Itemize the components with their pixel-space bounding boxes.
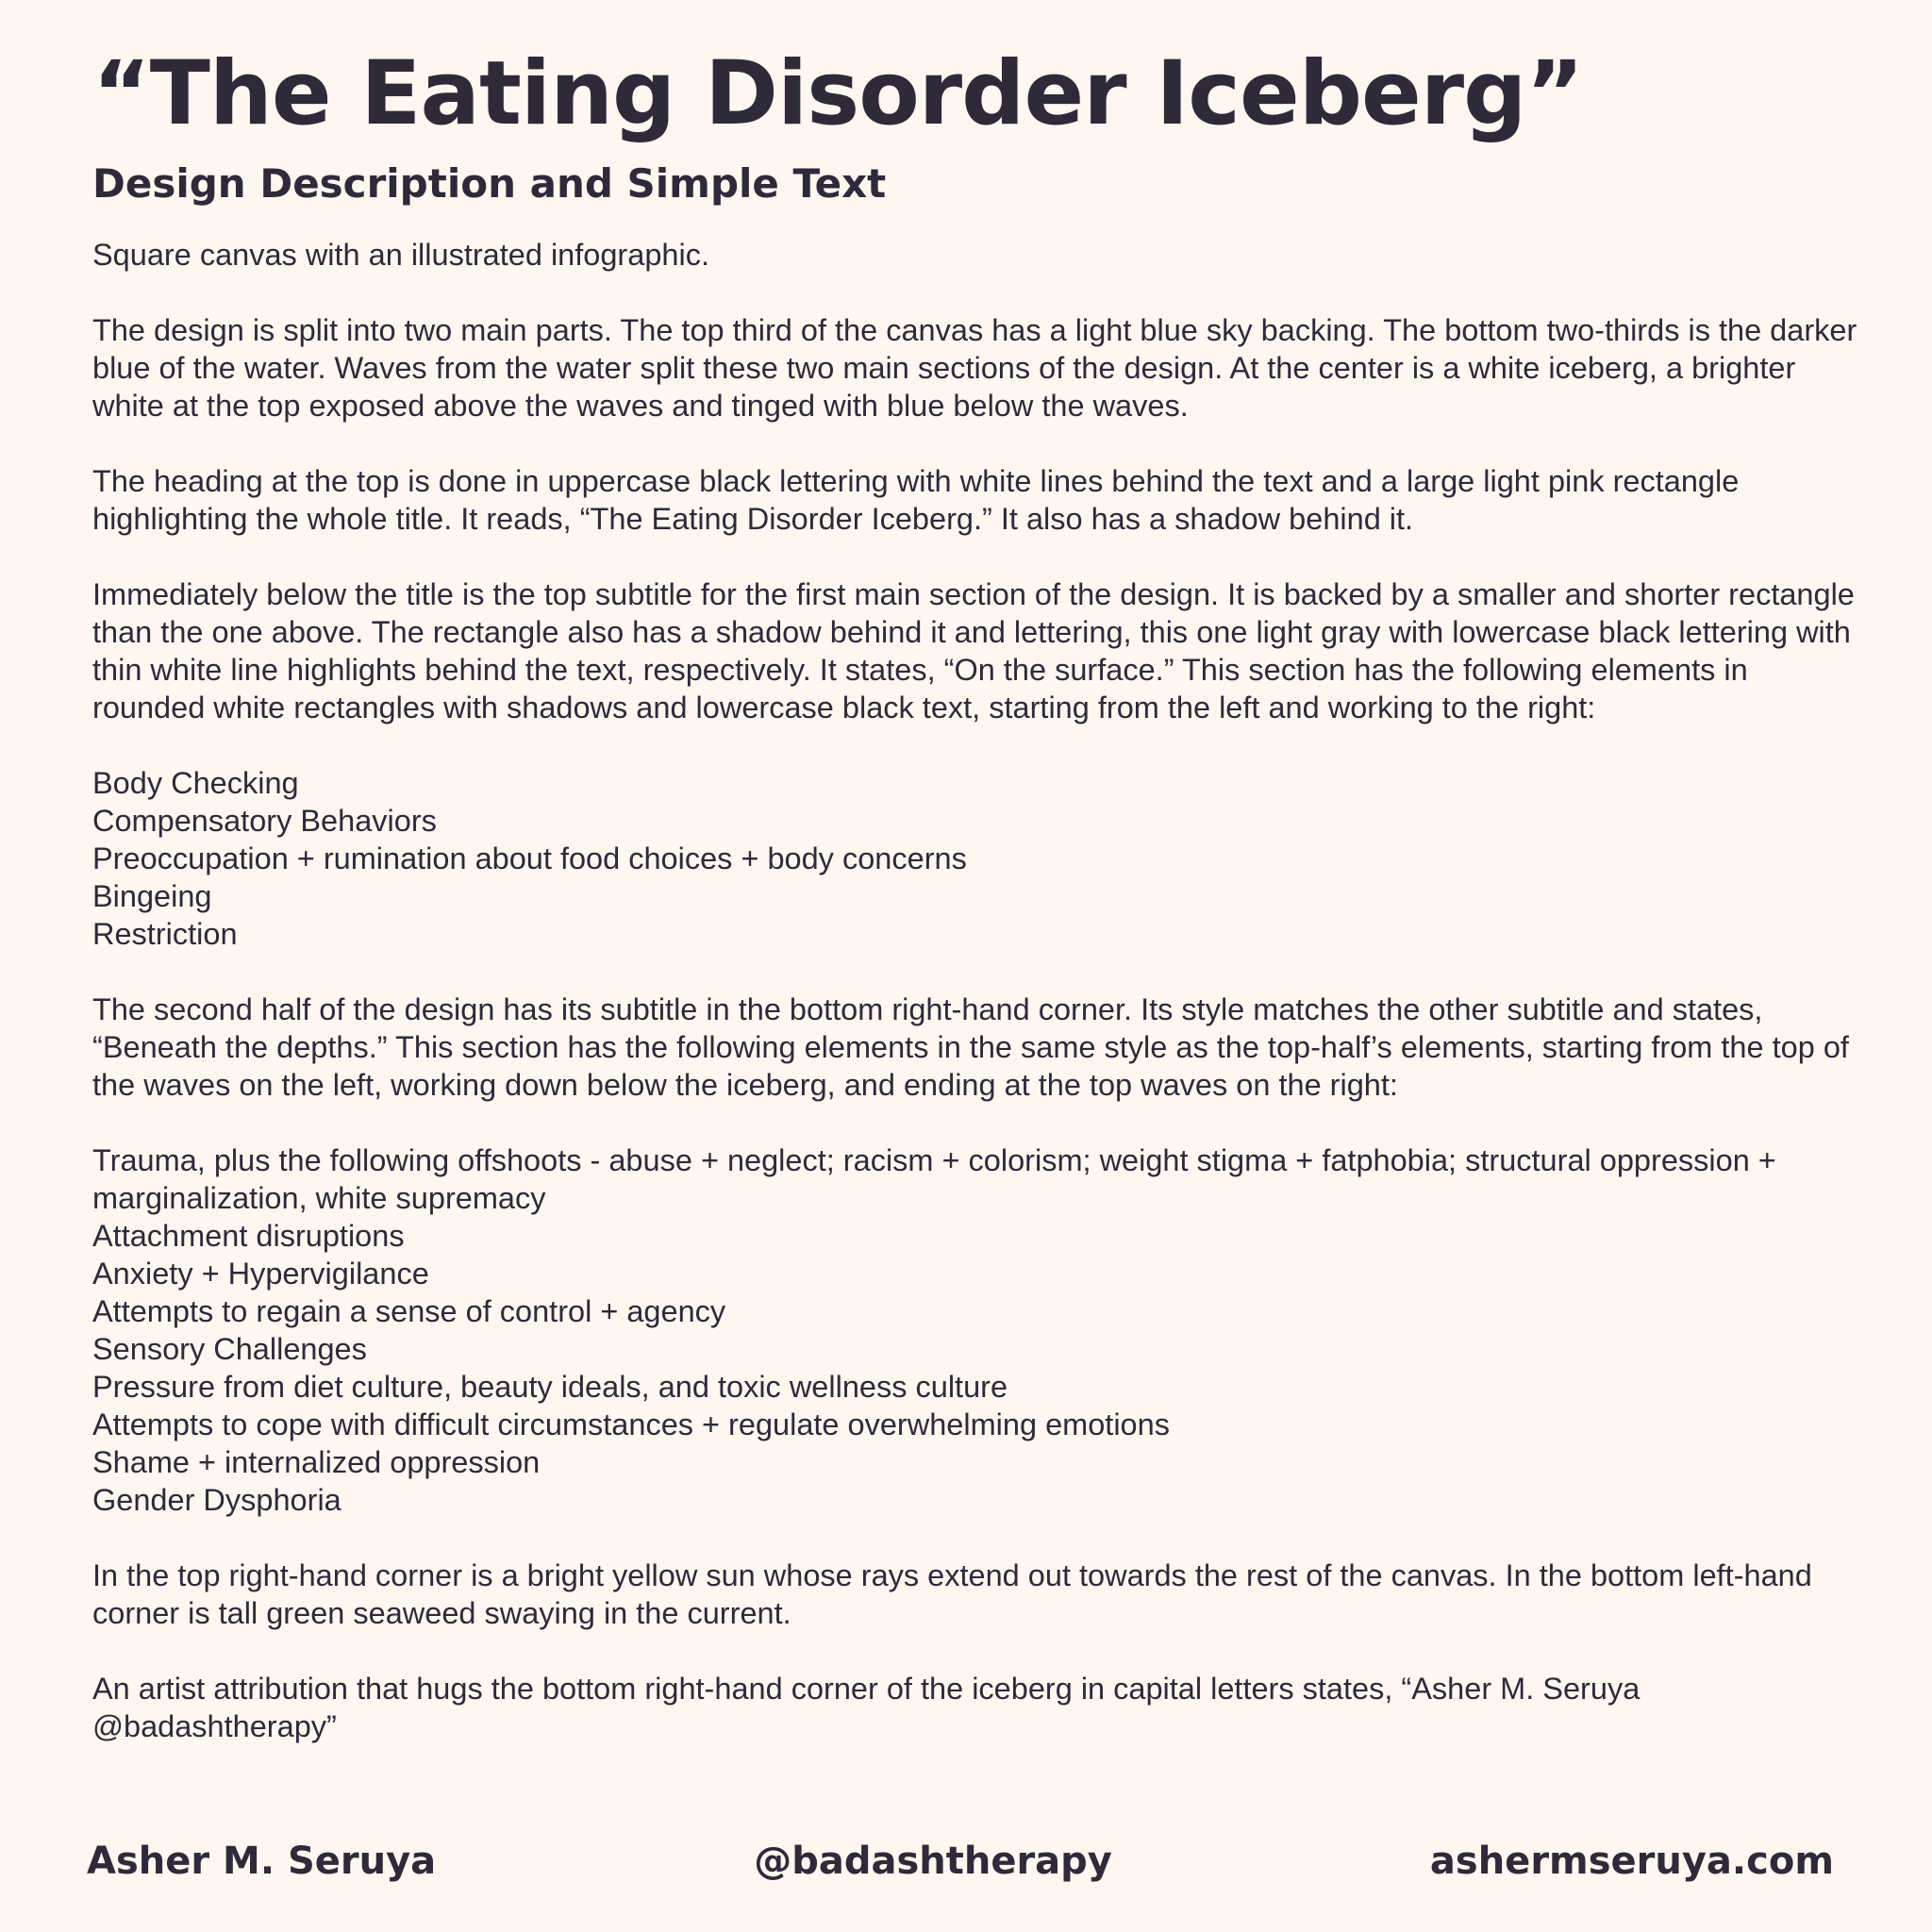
list-item: Attachment disruptions	[92, 1219, 405, 1253]
list-item: Pressure from diet culture, beauty ideals, and toxic wellness culture	[92, 1370, 1008, 1404]
surface-description-paragraph: Immediately below the title is the top subtitle for the first main section of the design. It is backed by a smaller and shorter rectangle than the one above. The rectangle also has a shadow behind it and lettering, this one light gray with lowercase black lettering with thin white line highlights behind the text, respectively. It states, “On the surface.” This section has the following elements in rounded white rectangles with shadows and lowercase black text, starting from the left and working to the right:	[92, 577, 1855, 724]
footer	[87, 1840, 1834, 1883]
list-item: Shame + internalized oppression	[92, 1445, 541, 1479]
footer-website: ashermseruya.com	[1429, 1840, 1834, 1883]
list-item: Restriction	[92, 917, 238, 951]
intro-paragraph: Square canvas with an illustrated infographic.	[92, 238, 709, 272]
footer-author: Asher M. Seruya	[87, 1840, 437, 1883]
list-item: Sensory Challenges	[92, 1332, 367, 1366]
list-item: Anxiety + Hypervigilance	[92, 1257, 429, 1291]
list-item: Bingeing	[92, 879, 212, 913]
list-item: Attempts to regain a sense of control + agency	[92, 1294, 726, 1328]
page-title: “The Eating Disorder Iceberg”	[92, 42, 1584, 145]
depths-items-list	[92, 1141, 1866, 1519]
footer-handle: @badashtherapy	[754, 1840, 1112, 1883]
description-body	[92, 236, 1866, 1783]
list-item: Preoccupation + rumination about food choices + body concerns	[92, 841, 967, 875]
decor-description-paragraph: In the top right-hand corner is a bright yellow sun whose rays extend out towards the rest of the canvas. In the bottom left-hand corner is tall green seaweed swaying in the current.	[92, 1558, 1812, 1630]
attribution-description-paragraph: An artist attribution that hugs the bottom right-hand corner of the iceberg in capital letters states, “Asher M. Seruya @badashtherapy”	[92, 1672, 1641, 1743]
list-item: Attempts to cope with difficult circumstances + regulate overwhelming emotions	[92, 1407, 1170, 1441]
heading-description-paragraph: The heading at the top is done in uppercase black lettering with white lines behind the text and a large light pink rectangle highlighting the whole title. It reads, “The Eating Disorder Iceberg.” It also has a shadow behind it.	[92, 464, 1740, 536]
depths-description-paragraph: The second half of the design has its subtitle in the bottom right-hand corner. Its style matches the other subtitle and states, “Beneath the depths.” This section has the following elements in the same style as the top-half’s elements, starting from the top of the waves on the left, working down below the iceberg, and ending at the top waves on the right:	[92, 992, 1849, 1102]
list-item: Gender Dysphoria	[92, 1483, 341, 1517]
layout-paragraph: The design is split into two main parts. The top third of the canvas has a light blue sky backing. The bottom two-thirds is the darker blue of the water. Waves from the water split these two main sections of the design. At the center is a white iceberg, a brighter white at the top exposed above the waves and tinged with blue below the waves.	[92, 313, 1857, 423]
list-item: Trauma, plus the following offshoots - abuse + neglect; racism + colorism; weight stigma + fatphobia; structural oppression + marginalization, white supremacy	[92, 1143, 1776, 1215]
list-item: Compensatory Behaviors	[92, 804, 437, 838]
surface-items-list	[92, 764, 1866, 953]
list-item: Body Checking	[92, 766, 299, 800]
page-subtitle: Design Description and Simple Text	[92, 160, 887, 207]
